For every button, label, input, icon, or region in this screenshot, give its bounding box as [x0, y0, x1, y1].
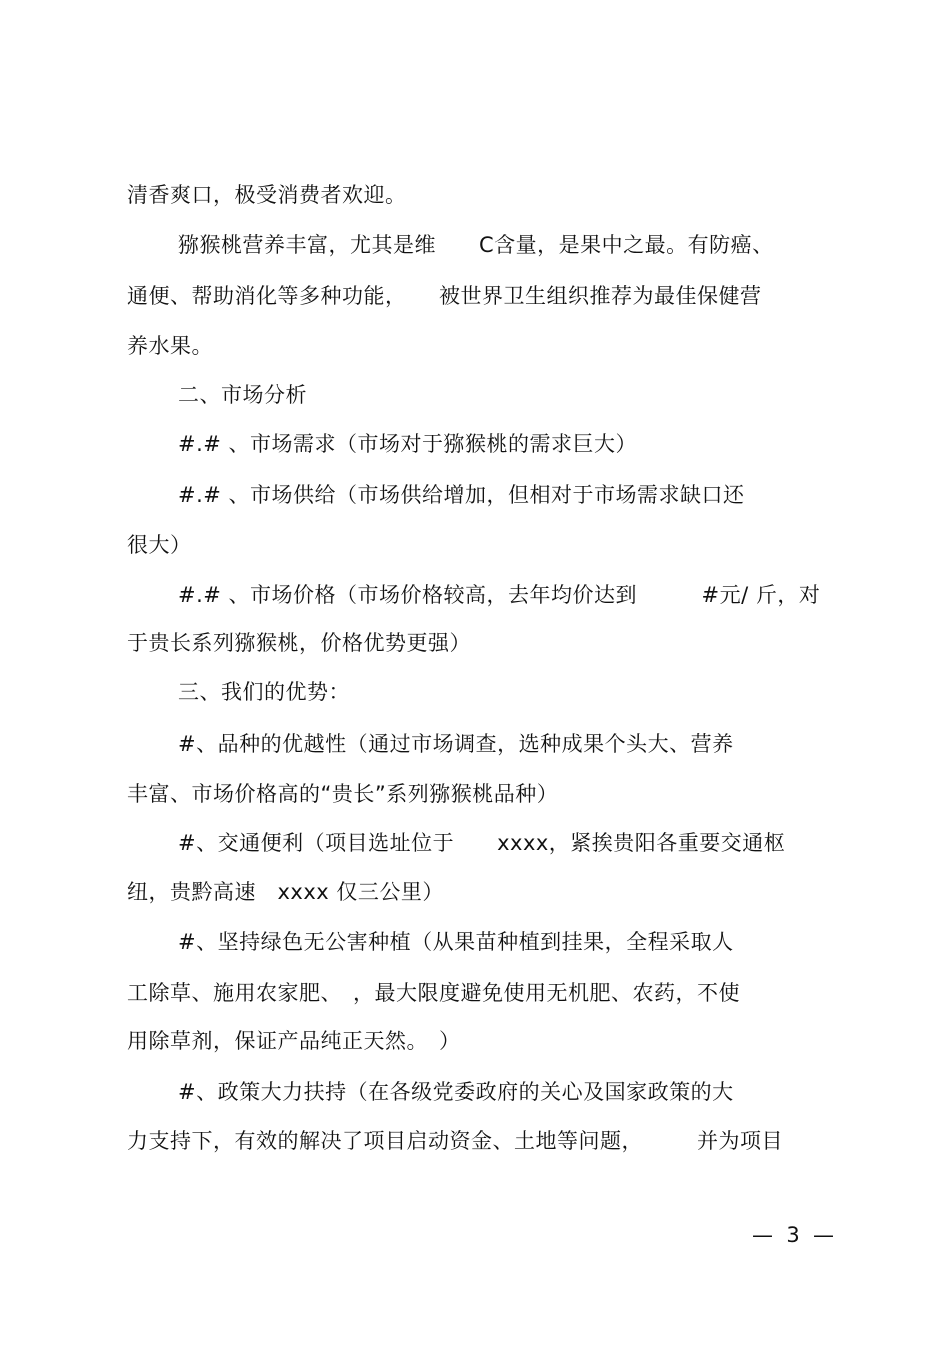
text-line: #.# 、市场价格（市场价格较高，去年均价达到 #元/ 斤，对 — [178, 583, 821, 607]
text-line: 纽，贵黔高速 xxxx 仅三公里） — [127, 880, 444, 904]
text-line: 很大） — [127, 533, 192, 557]
text-line: 工除草、施用农家肥、 ，最大限度避免使用无机肥、农药，不使 — [127, 981, 740, 1005]
text-line: 猕猴桃营养丰富，尤其是维 C含量，是果中之最。有防癌、 — [178, 233, 774, 257]
page-number: — 3 — — [752, 1223, 835, 1247]
text-line: #、交通便利（项目选址位于 xxxx，紧挨贵阳各重要交通枢 — [178, 831, 786, 855]
text-line: #、品种的优越性（通过市场调查，选种成果个头大、营养 — [178, 732, 734, 756]
text-line: #、政策大力扶持（在各级党委政府的关心及国家政策的大 — [178, 1080, 734, 1104]
text-line: #、坚持绿色无公害种植（从果苗种植到挂果，全程采取人 — [178, 930, 734, 954]
text-line: #.# 、市场需求（市场对于猕猴桃的需求巨大） — [178, 432, 638, 456]
section-heading: 三、我们的优势： — [178, 680, 350, 704]
text-line: 通便、帮助消化等多种功能， 被世界卫生组织推荐为最佳保健营 — [127, 284, 762, 308]
text-line: 养水果。 — [127, 334, 213, 358]
section-heading: 二、市场分析 — [178, 383, 307, 407]
text-line: 力支持下，有效的解决了项目启动资金、土地等问题， 并为项目 — [127, 1129, 783, 1153]
text-line: 于贵长系列猕猴桃，价格优势更强） — [127, 631, 471, 655]
text-line: 丰富、市场价格高的“贵长”系列猕猴桃品种） — [127, 782, 559, 806]
text-line: 用除草剂，保证产品纯正天然。 ） — [127, 1029, 461, 1053]
text-line: 清香爽口，极受消费者欢迎。 — [127, 183, 407, 207]
text-line: #.# 、市场供给（市场供给增加，但相对于市场需求缺口还 — [178, 483, 745, 507]
